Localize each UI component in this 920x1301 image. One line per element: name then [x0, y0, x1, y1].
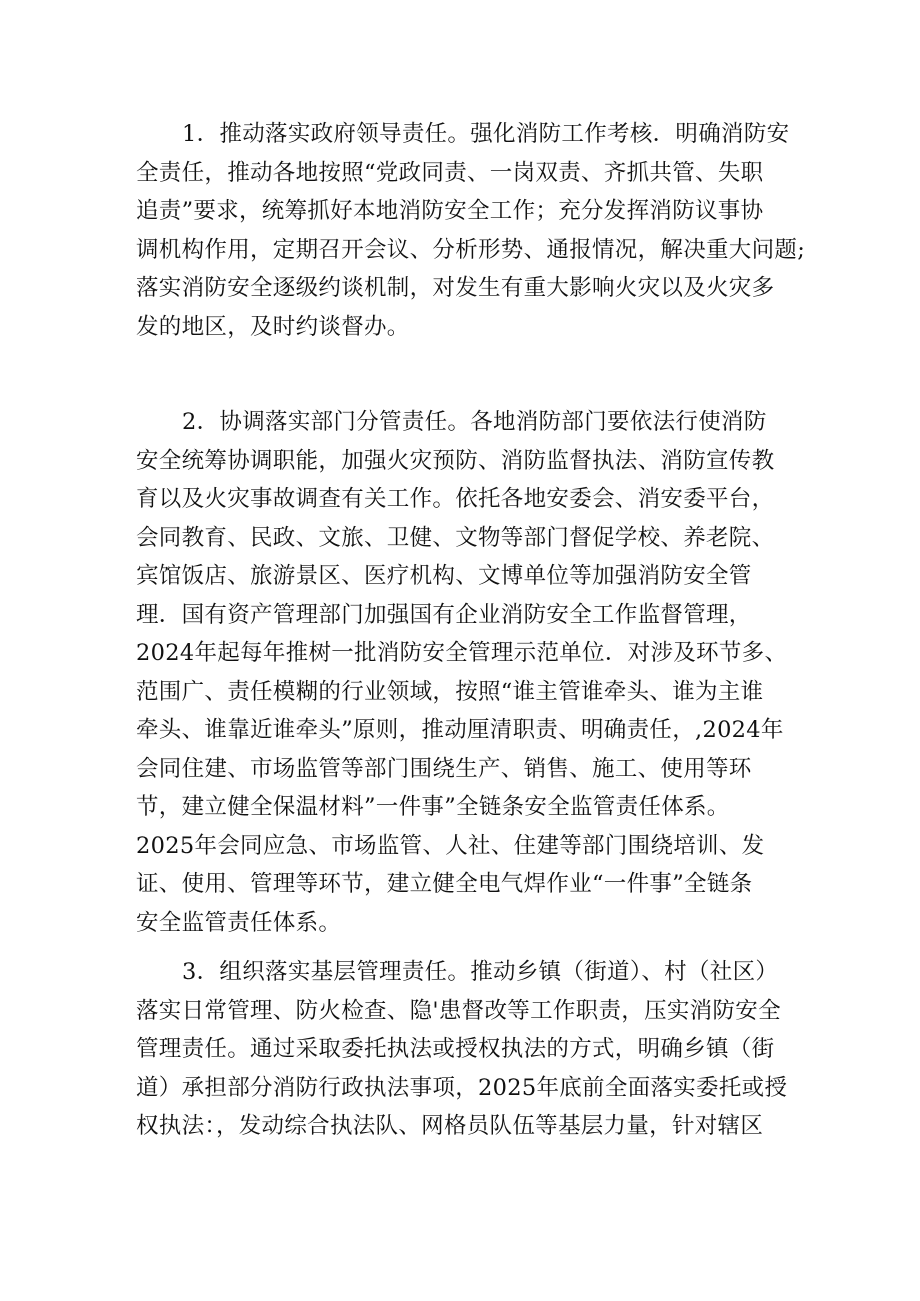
text-line: 3．组织落实基层管理责任。推动乡镇（街道）、村（社区） [182, 959, 779, 985]
text-line: 道）承担部分消防行政执法事项，2025年底前全面落实委托或授 [136, 1074, 788, 1101]
text-line: 调机构作用，定期召开会议、分析形势、通报情况，解决重大问题; [136, 236, 806, 263]
text-line: 追责”要求，统筹抓好本地消防安全工作；充分发挥消防议事协 [136, 198, 764, 224]
paragraph-government-responsibility [136, 115, 806, 346]
text-line: 范围广、责任模糊的行业领域，按照“谁主管谁牵头、谁为主谁 [136, 678, 764, 705]
text-line: 发的地区，及时约谈督办。 [136, 313, 410, 340]
text-line: 会同教育、民政、文旅、卫健、文物等部门督促学校、养老院、 [136, 524, 775, 551]
text-line: 管理责任。通过采取委托执法或授权执法的方式，明确乡镇（街 [136, 1036, 775, 1062]
text-line: 节，建立健全保温材料”一件事”全链条安全监管责任体系。 [136, 794, 730, 820]
text-line: 证、使用、管理等环节，建立健全电气焊作业“一件事”全链条 [136, 871, 753, 897]
text-line: 育以及火灾事故调查有关工作。依托各地安委会、消安委平台， [136, 486, 775, 512]
text-line: 2．协调落实部门分管责任。各地消防部门要依法行使消防 [182, 409, 767, 435]
text-line: 2025年会同应急、市场监管、人社、住建等部门围绕培训、发 [136, 832, 765, 859]
text-line: 理．国有资产管理部门加强国有企业消防安全工作监督管理， [136, 601, 752, 628]
text-line: 落实日常管理、防火检查、隐'患督改等工作职责，压实消防安全 [136, 997, 781, 1024]
text-line: 全责任，推动各地按照“党政同责、一岗双责、齐抓共管、失职 [136, 159, 764, 186]
text-line: 安全监管责任体系。 [136, 909, 342, 936]
text-line: 权执法：，发动综合执法队、网格员队伍等基层力量，针对辖区 [136, 1113, 764, 1139]
text-line: 安全统筹协调职能，加强火灾预防、消防监督执法、消防宣传教 [136, 447, 775, 474]
text-line: 宾馆饭店、旅游景区、医疗机构、文博单位等加强消防安全管 [136, 563, 752, 589]
text-line: 1．推动落实政府领导责任。强化消防工作考核．明确消防安 [182, 121, 790, 147]
text-line: 2024年起每年推树一批消防安全管理示范单位．对涉及环节多、 [136, 640, 788, 666]
paragraph-department-responsibility [136, 403, 796, 942]
text-line: 会同住建、市场监管等部门围绕生产、销售、施工、使用等环 [136, 755, 752, 782]
text-line: 落实消防安全逐级约谈机制，对发生有重大影响火灾以及火灾多 [136, 275, 775, 301]
paragraph-grassroots-responsibility [136, 953, 796, 1146]
text-line: 牵头、谁靠近谁牵头”原则，推动厘清职责、明确责任，,2024年 [136, 717, 784, 743]
